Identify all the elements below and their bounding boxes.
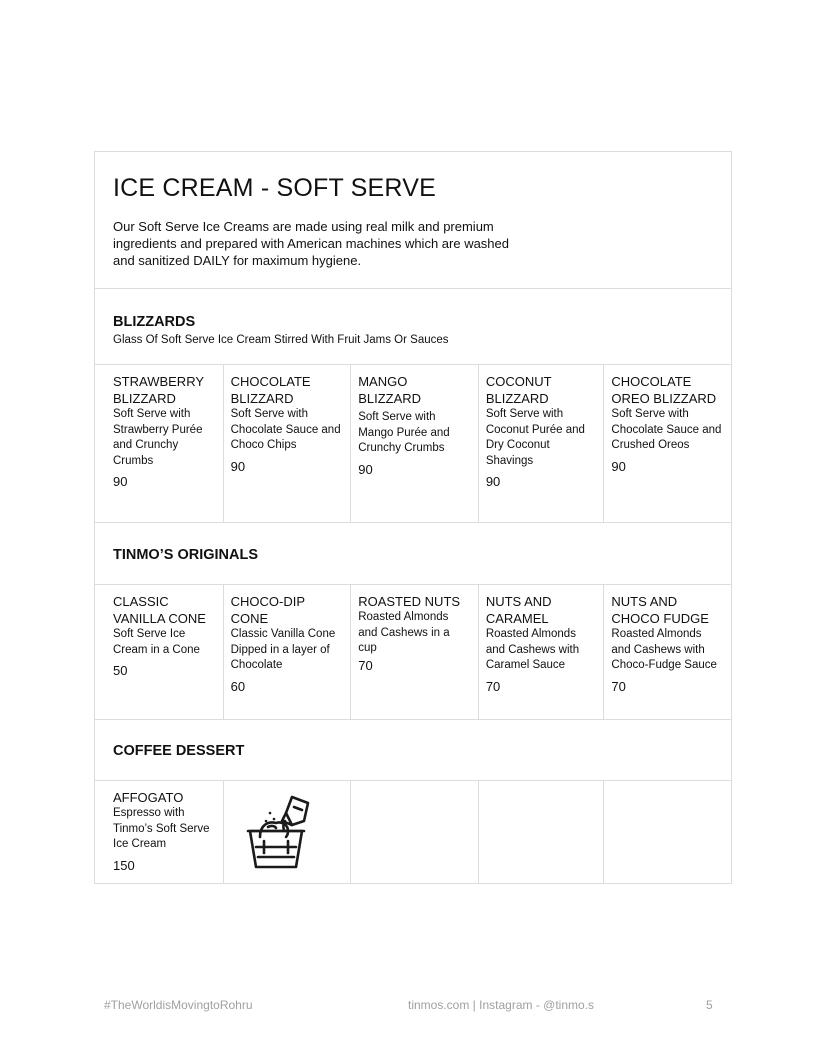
item-description: Soft Serve with Coconut Purée and Dry Coconut Shavings: [485, 408, 585, 467]
item-description: Soft Serve with Chocolate Sauce and Crushed Oreos: [611, 408, 722, 451]
section-header-coffee: [95, 720, 731, 781]
item-price: 90: [113, 474, 128, 489]
menu-item: [604, 365, 731, 522]
menu-item: [95, 365, 224, 522]
affogato-image-cell: [224, 781, 352, 883]
item-description: Classic Vanilla Cone Dipped in a layer of Chocolate: [230, 628, 336, 671]
empty-cell: [479, 781, 605, 883]
menu-card: [94, 151, 732, 884]
item-name: CLASSIC VANILLA CONE: [113, 594, 206, 626]
blizzards-row: [95, 365, 731, 523]
menu-item: [604, 585, 731, 719]
footer-contact: tinmos.com | Instagram - @tinmo.s: [408, 998, 595, 1012]
menu-item: [224, 585, 352, 719]
item-description: Roasted Almonds and Cashews with Choco-Fudge Sauce: [611, 628, 717, 671]
empty-cell: [351, 781, 479, 883]
item-description: Soft Serve with Strawberry Purée and Crunchy Crumbs: [113, 408, 203, 467]
coffee-row: [95, 781, 731, 883]
item-description: Roasted Almonds and Cashews with Caramel Sauce: [485, 628, 580, 671]
intro-text: Our Soft Serve Ice Creams are made using real milk and premium ingredients and prepared with American machines which are washed and sanitized DAILY for maximum hygiene.: [113, 219, 509, 268]
item-description: Soft Serve with Mango Purée and Crunchy Crumbs: [358, 411, 450, 454]
item-name: MANGO BLIZZARD: [358, 374, 422, 406]
item-price: 90: [358, 461, 373, 477]
menu-item: [95, 585, 224, 719]
item-name: NUTS AND CARAMEL: [485, 594, 552, 626]
item-description: Espresso with Tinmo’s Soft Serve Ice Cream: [113, 807, 210, 850]
item-description: Roasted Almonds and Cashews in a cup: [358, 611, 450, 654]
item-name: CHOCOLATE OREO BLIZZARD: [611, 374, 717, 406]
item-description: Soft Serve Ice Cream in a Cone: [113, 628, 200, 656]
item-price: 50: [113, 663, 128, 678]
item-price: 70: [611, 678, 626, 694]
menu-item: [479, 365, 605, 522]
empty-cell: [604, 781, 731, 883]
menu-item: [224, 365, 352, 522]
item-price: 90: [611, 458, 626, 474]
menu-item: [351, 365, 479, 522]
affogato-icon: [246, 791, 316, 869]
originals-row: [95, 585, 731, 720]
item-description: Soft Serve with Chocolate Sauce and Choco Chips: [230, 408, 341, 451]
item-price: 70: [485, 678, 501, 694]
item-price: 60: [230, 678, 246, 694]
section-header-blizzards: [95, 289, 731, 365]
section-subtitle: Glass Of Soft Serve Ice Cream Stirred With Fruit Jams Or Sauces: [113, 334, 449, 346]
section-title: TINMO’S ORIGINALS: [113, 547, 258, 563]
item-name: ROASTED NUTS: [358, 594, 461, 609]
section-title: COFFEE DESSERT: [113, 743, 245, 759]
page-number: 5: [706, 998, 713, 1012]
menu-item: [351, 585, 479, 719]
section-header-originals: [95, 523, 731, 585]
item-name: CHOCOLATE BLIZZARD: [230, 374, 311, 406]
item-price: 150: [113, 857, 135, 873]
item-price: 70: [358, 657, 373, 673]
item-price: 90: [485, 474, 501, 489]
section-title: BLIZZARDS: [113, 314, 196, 330]
page-title: ICE CREAM - SOFT SERVE: [113, 174, 436, 202]
footer-hashtag: #TheWorldisMovingtoRohru: [104, 998, 253, 1012]
item-name: COCONUT BLIZZARD: [485, 374, 552, 406]
item-name: NUTS AND CHOCO FUDGE: [611, 594, 709, 626]
item-name: AFFOGATO: [113, 790, 184, 805]
item-name: STRAWBERRY BLIZZARD: [113, 374, 204, 406]
item-price: 90: [230, 458, 246, 474]
item-name: CHOCO-DIP CONE: [230, 594, 305, 626]
menu-item: [479, 585, 605, 719]
intro-block: [95, 152, 731, 289]
menu-item: [95, 781, 224, 883]
